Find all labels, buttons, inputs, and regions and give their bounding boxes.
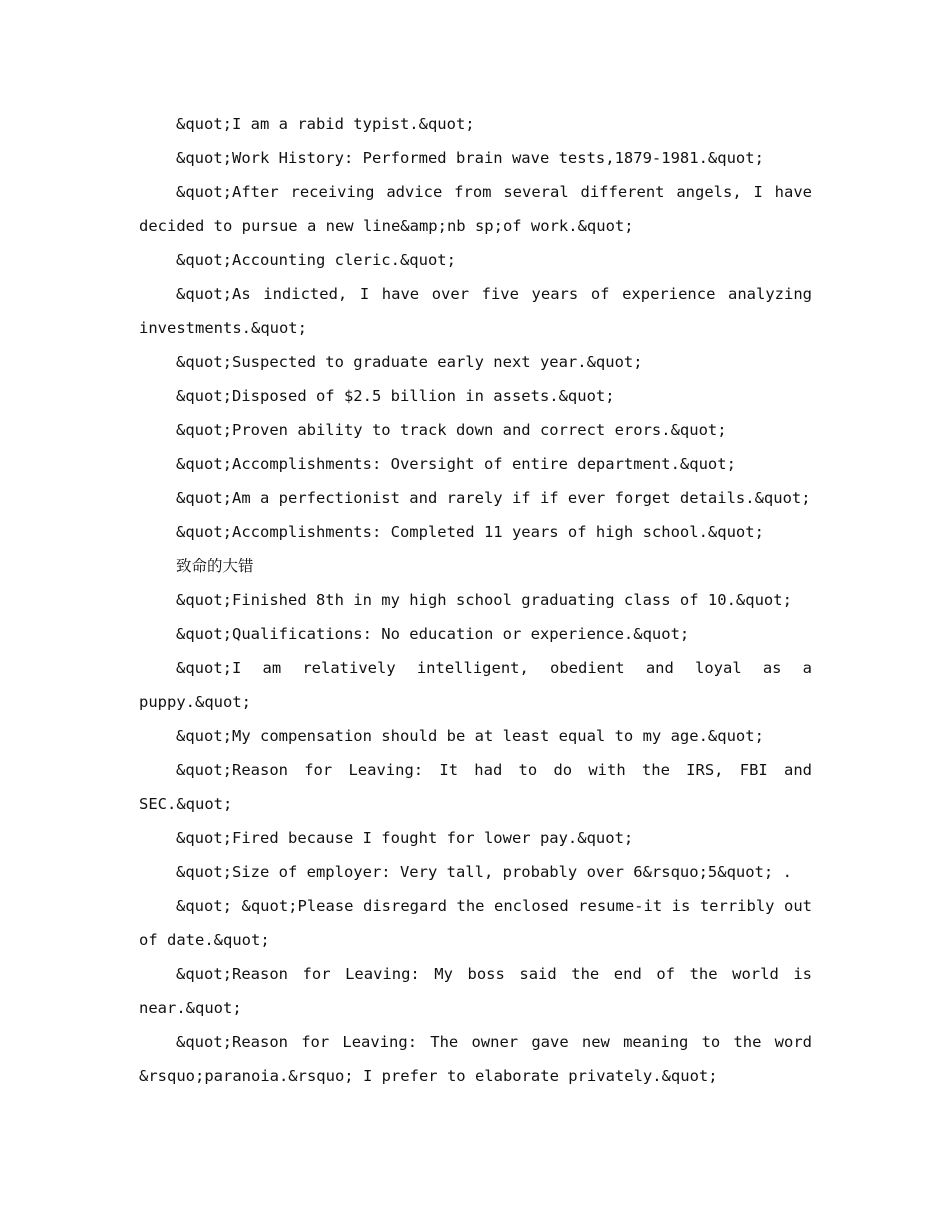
resume-quote: &quot;My compensation should be at least equal to my age.&quot; <box>176 727 764 745</box>
resume-quote: &quot;Finished 8th in my high school graduating class of 10.&quot; <box>176 591 792 609</box>
resume-quote: &quot;Disposed of $2.5 billion in assets.&quot; <box>176 387 615 405</box>
resume-quote: &quot;I am a rabid typist.&quot; <box>176 115 475 133</box>
resume-quote: &quot;Proven ability to track down and correct erors.&quot; <box>176 421 727 439</box>
resume-quote: &quot;Work History: Performed brain wave tests,1879-1981.&quot; <box>176 149 764 167</box>
resume-quote: &quot;As indicted, I have over five years of experience analyzing investments.&quot; <box>139 285 812 337</box>
resume-quote: &quot;Accomplishments: Completed 11 years of high school.&quot; <box>176 523 764 541</box>
section-heading: 致命的大错 <box>176 557 254 575</box>
resume-quote: &quot;Accounting cleric.&quot; <box>176 251 456 269</box>
resume-quote: &quot; &quot;Please disregard the enclosed resume-it is terribly out of date.&quot; <box>139 897 812 949</box>
resume-quote: &quot;Fired because I fought for lower pay.&quot; <box>176 829 634 847</box>
resume-quote: &quot;After receiving advice from several different angels, I have decided to pursue a new line&amp;nb sp;of work.&quot; <box>139 183 812 235</box>
resume-quote: &quot;Accomplishments: Oversight of entire department.&quot; <box>176 455 736 473</box>
resume-quote: &quot;Reason for Leaving: It had to do with the IRS, FBI and SEC.&quot; <box>139 761 812 813</box>
resume-quote: &quot;I am relatively intelligent, obedient and loyal as a puppy.&quot; <box>139 659 812 711</box>
resume-quote: &quot;Am a perfectionist and rarely if if ever forget details.&quot; <box>176 489 811 507</box>
resume-quote: &quot;Size of employer: Very tall, probably over 6&rsquo;5&quot; . <box>176 863 792 881</box>
resume-quote: &quot;Suspected to graduate early next year.&quot; <box>176 353 643 371</box>
document-body <box>139 114 812 1100</box>
resume-quote: &quot;Reason for Leaving: The owner gave new meaning to the word &rsquo;paranoia.&rsquo; I prefer to elaborate privately.&quot; <box>139 1033 812 1085</box>
resume-quote: &quot;Qualifications: No education or experience.&quot; <box>176 625 690 643</box>
resume-quote: &quot;Reason for Leaving: My boss said the end of the world is near.&quot; <box>139 965 812 1017</box>
